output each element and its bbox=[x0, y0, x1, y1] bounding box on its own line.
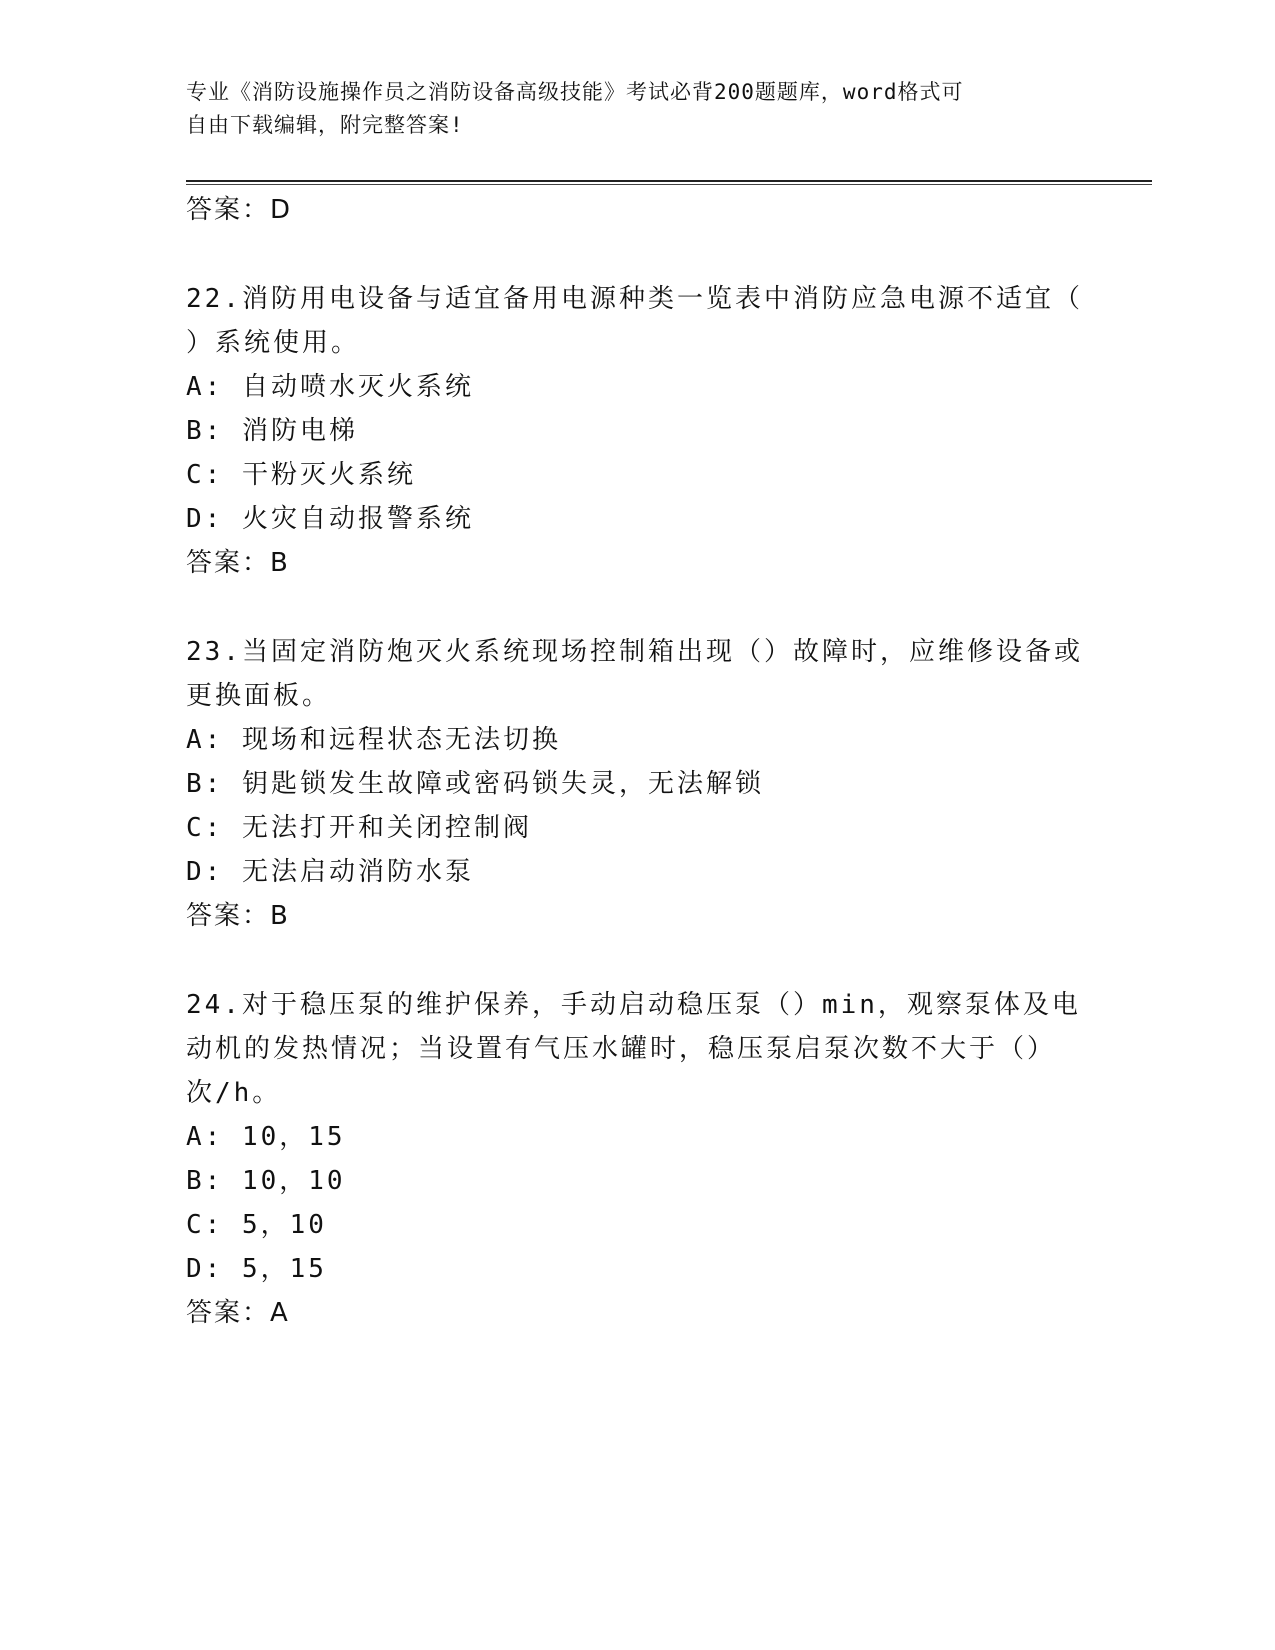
question-23-option-c: C: 无法打开和关闭控制阀 bbox=[186, 813, 532, 843]
question-22-text-line-1: 22.消防用电设备与适宜备用电源种类一览表中消防应急电源不适宜（ bbox=[186, 284, 1083, 314]
question-23-answer: 答案：B bbox=[186, 901, 290, 931]
document-header bbox=[186, 76, 1086, 142]
question-23-text-line-1: 23.当固定消防炮灭火系统现场控制箱出现（）故障时，应维修设备或 bbox=[186, 637, 1083, 667]
question-22-option-d: D: 火灾自动报警系统 bbox=[186, 504, 474, 534]
question-22-option-c: C: 干粉灭火系统 bbox=[186, 460, 416, 490]
question-24-option-d: D: 5，15 bbox=[186, 1254, 327, 1284]
question-24-text-line-1: 24.对于稳压泵的维护保养，手动启动稳压泵（）min，观察泵体及电 bbox=[186, 990, 1081, 1020]
question-23-text-line-2: 更换面板。 bbox=[186, 681, 332, 711]
question-23-option-a: A: 现场和远程状态无法切换 bbox=[186, 725, 561, 755]
question-22-answer: 答案：B bbox=[186, 548, 290, 578]
question-23-option-d: D: 无法启动消防水泵 bbox=[186, 857, 474, 887]
header-divider-thick bbox=[186, 180, 1152, 182]
question-22-text-line-2: ）系统使用。 bbox=[186, 328, 361, 358]
question-24-text-line-3: 次/h。 bbox=[186, 1078, 282, 1108]
header-line-1: 专业《消防设施操作员之消防设备高级技能》考试必背200题题库，word格式可 bbox=[186, 80, 964, 104]
header-divider-thin bbox=[186, 184, 1152, 185]
previous-answer: 答案：D bbox=[186, 195, 293, 225]
question-24-option-c: C: 5，10 bbox=[186, 1210, 327, 1240]
question-24-option-b: B: 10，10 bbox=[186, 1166, 346, 1196]
question-24-answer: 答案：A bbox=[186, 1298, 290, 1328]
question-23-option-b: B: 钥匙锁发生故障或密码锁失灵，无法解锁 bbox=[186, 769, 764, 799]
question-22-option-b: B: 消防电梯 bbox=[186, 416, 358, 446]
question-24-text-line-2: 动机的发热情况；当设置有气压水罐时，稳压泵启泵次数不大于（） bbox=[186, 1034, 1057, 1064]
header-line-2: 自由下载编辑，附完整答案! bbox=[186, 113, 464, 137]
question-22-option-a: A: 自动喷水灭火系统 bbox=[186, 372, 474, 402]
question-24-option-a: A: 10，15 bbox=[186, 1122, 346, 1152]
